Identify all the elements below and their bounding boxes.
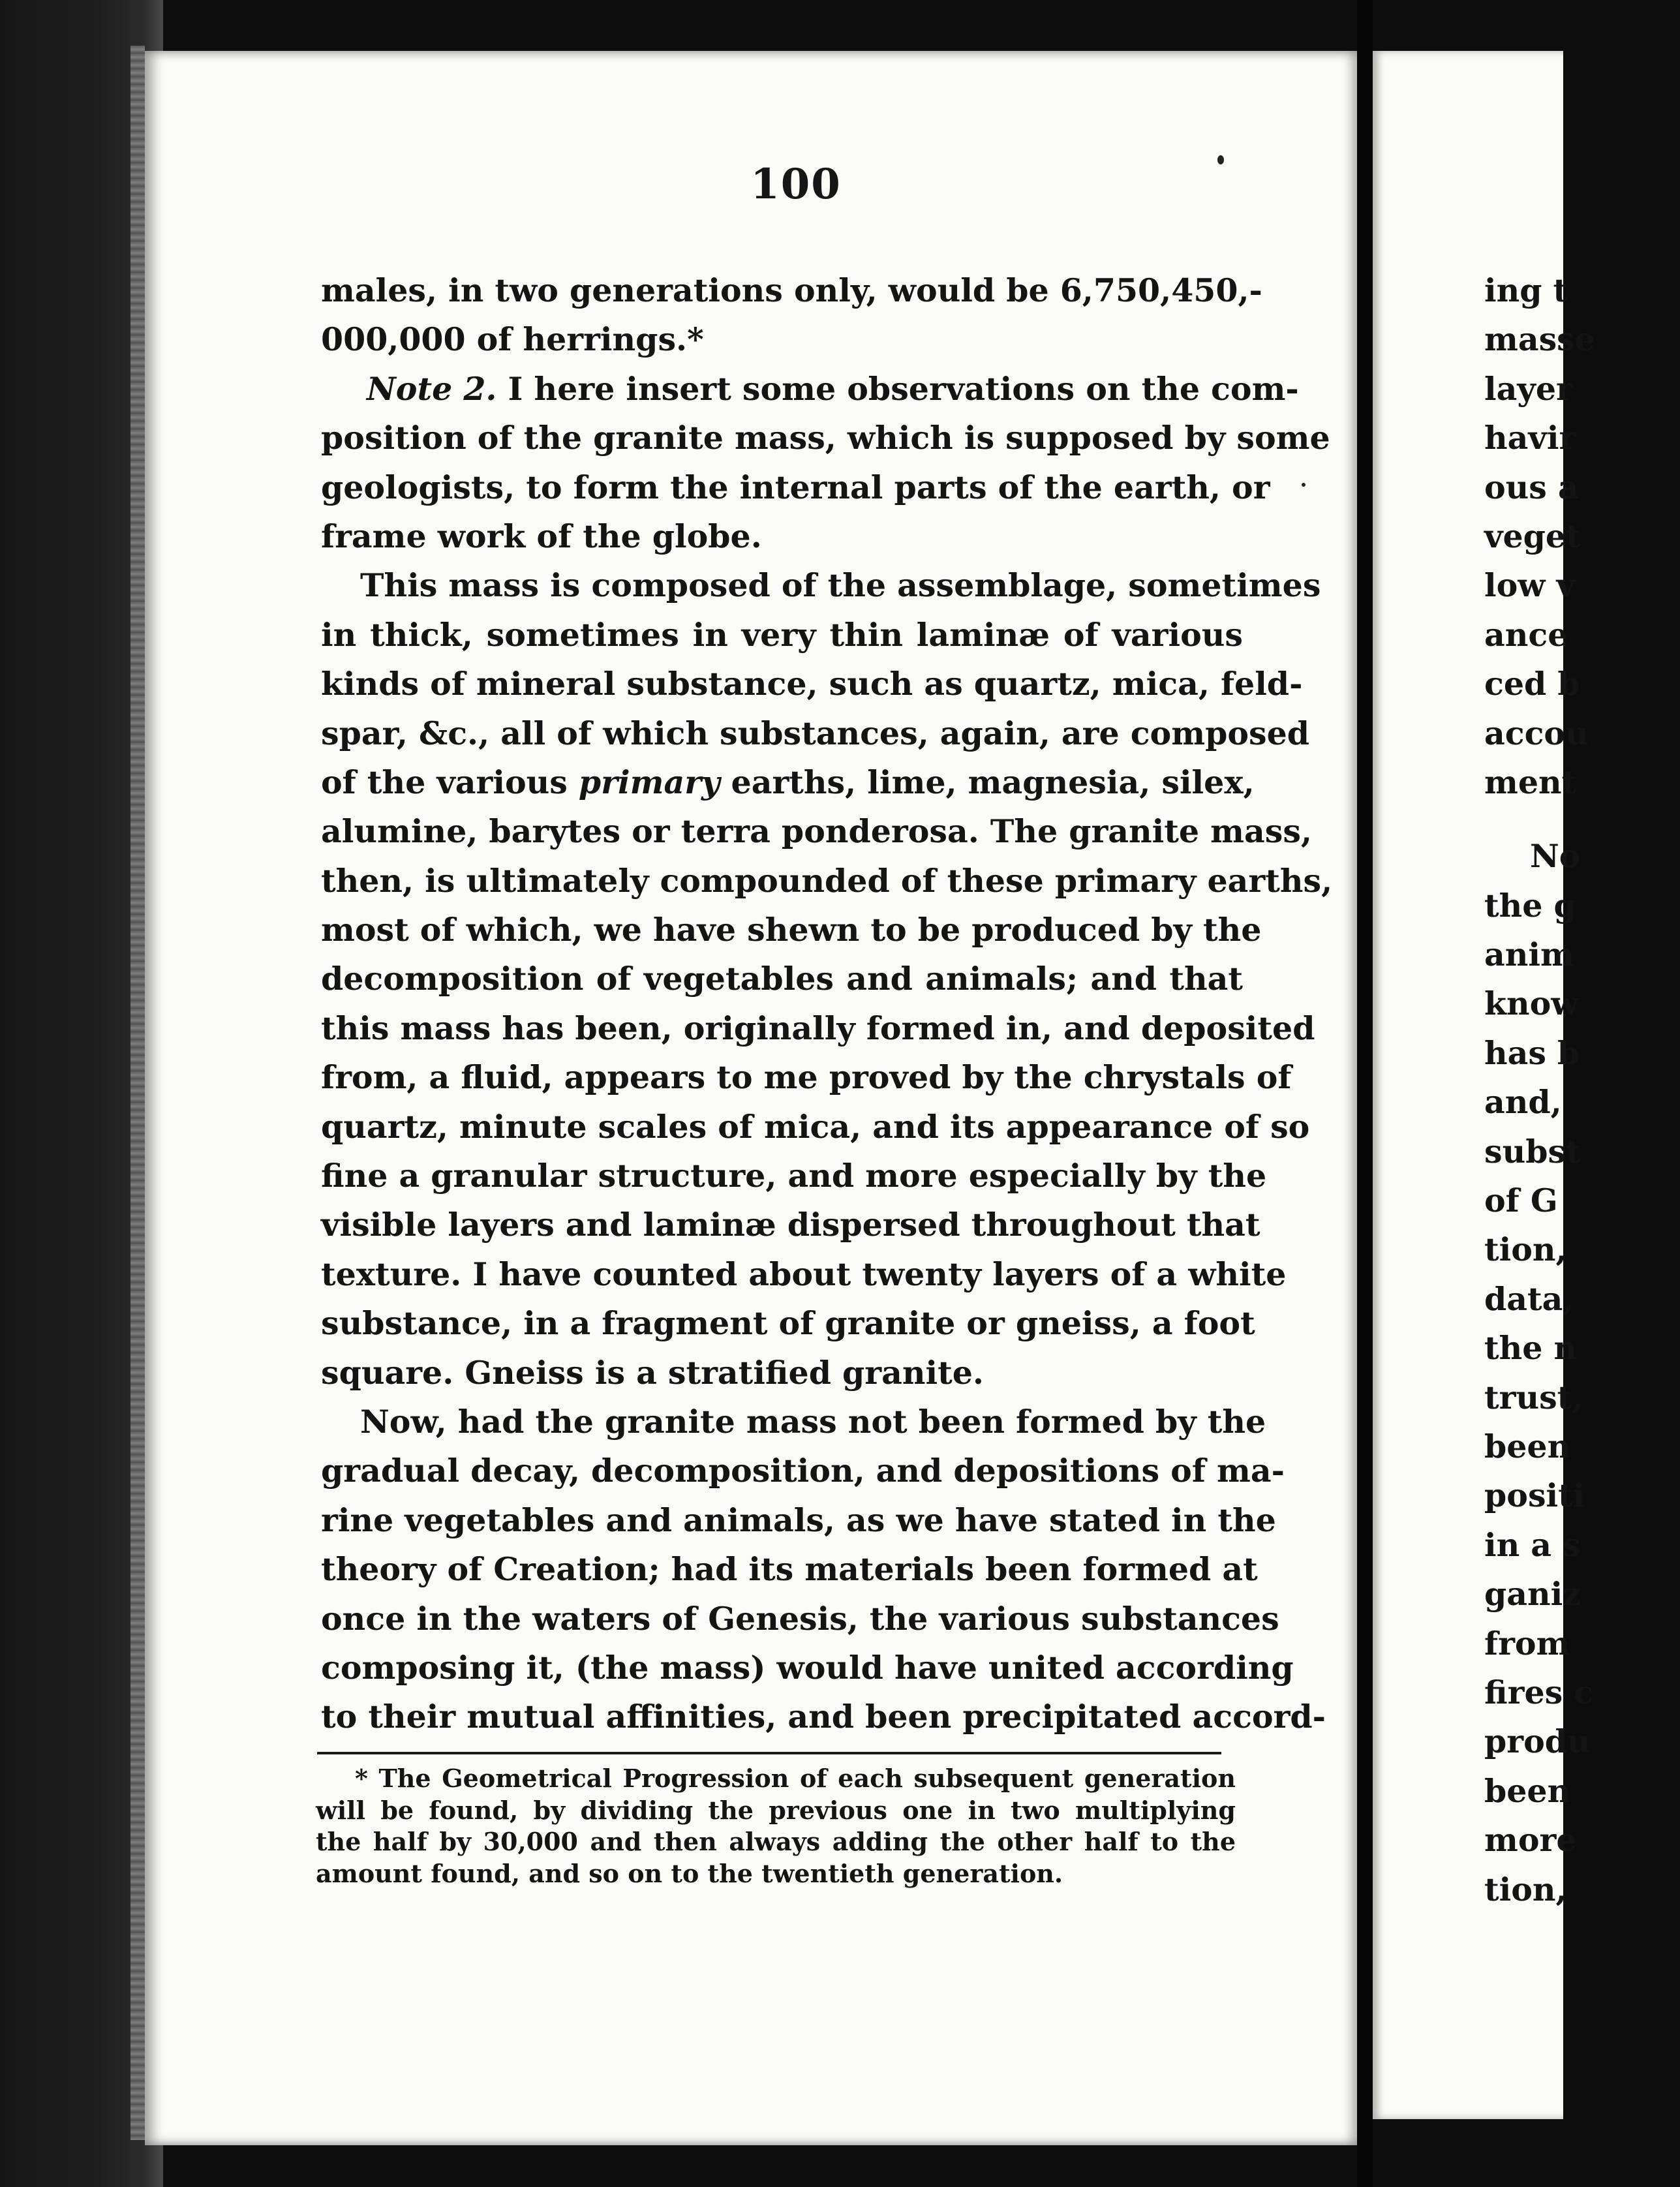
right-text-line: and,	[1484, 1083, 1562, 1122]
right-text-line: produ	[1484, 1722, 1591, 1761]
right-text-line: been	[1484, 1427, 1571, 1465]
right-page-text	[1484, 266, 1680, 1914]
right-text-line: has b	[1484, 1033, 1580, 1072]
right-text-line: of G	[1484, 1182, 1558, 1220]
text-line: fine a granular structure, and more especially by the	[321, 1157, 1267, 1195]
right-text-line: trust,	[1484, 1378, 1583, 1416]
right-text-line: data,	[1484, 1279, 1574, 1318]
text-line: square. Gneiss is a stratified granite.	[321, 1353, 984, 1392]
text-line: position of the granite mass, which is supposed by some	[321, 419, 1330, 457]
footnote-line: the half by 30,000 and then always adding the other half to the	[316, 1827, 1236, 1856]
text-line: substance, in a fragment of granite or gneiss, a foot	[321, 1304, 1255, 1343]
text-line: most of which, we have shewn to be produced by the	[321, 911, 1262, 949]
text-line: This mass is composed of the assemblage, sometimes	[360, 566, 1321, 605]
text-line: gradual decay, decomposition, and depositions of ma-	[321, 1452, 1285, 1490]
primary-before: of the various	[321, 763, 579, 801]
text-line-note2	[321, 365, 1299, 414]
text-line: quartz, minute scales of mica, and its appearance of so	[321, 1107, 1310, 1146]
text-line: spar, &c., all of which substances, again, are composed	[321, 714, 1310, 752]
right-text-line: masse	[1484, 320, 1595, 359]
right-text-line: fires c	[1484, 1673, 1594, 1711]
text-line: theory of Creation; had its materials been formed at	[321, 1550, 1258, 1589]
right-text-line: ance	[1484, 615, 1568, 654]
right-text-line: know	[1484, 985, 1579, 1023]
text-line: in thick, sometimes in very thin laminæ of various	[321, 615, 1243, 654]
text-line: then, is ultimately compounded of these primary earths,	[321, 861, 1333, 900]
text-line: from, a fluid, appears to me proved by the chrystals of	[321, 1058, 1292, 1097]
right-text-line: tion,	[1484, 1870, 1567, 1908]
note2-label: Note 2.	[367, 369, 497, 408]
right-text-line: havir	[1484, 419, 1576, 457]
right-text-line: ced b	[1484, 665, 1580, 703]
right-text-line: tion,	[1484, 1231, 1567, 1269]
right-text-line: ous a	[1484, 468, 1579, 506]
right-text-line: from	[1484, 1624, 1570, 1662]
right-text-line: the g	[1484, 886, 1576, 925]
right-text-line: ment	[1484, 763, 1577, 801]
footnote-line: amount found, and so on to the twentieth generation.	[316, 1858, 1063, 1888]
right-text-line: accou	[1484, 714, 1589, 752]
right-para-gap	[1484, 807, 1680, 832]
text-line: geologists, to form the internal parts of the earth, or	[321, 468, 1270, 506]
ink-speck	[1217, 155, 1224, 164]
footnote-line: * The Geometrical Progression of each subsequent generation	[355, 1764, 1236, 1793]
text-line: once in the waters of Genesis, the various substances	[321, 1599, 1279, 1638]
page-number: 100	[750, 160, 842, 209]
text-line: to their mutual affinities, and been precipitated accord-	[321, 1698, 1326, 1736]
footnote	[316, 1763, 1236, 1889]
note2-text: I here insert some observations on the com-	[496, 369, 1299, 408]
right-text-line: anim	[1484, 936, 1574, 974]
text-line-primary	[321, 758, 1255, 807]
book-binding	[130, 46, 145, 2140]
text-line: texture. I have counted about twenty layers of a white	[321, 1255, 1287, 1293]
right-text-line: ing t	[1484, 271, 1568, 309]
text-line: this mass has been, originally formed in, and deposited	[321, 1009, 1315, 1047]
right-text-line: in a s	[1484, 1525, 1581, 1564]
footnote-line: will be found, by dividing the previous one in two multiplying	[316, 1795, 1236, 1825]
right-text-line: layer	[1484, 369, 1573, 408]
page-gutter-gap	[1357, 0, 1373, 2187]
right-text-line: ganiz	[1484, 1575, 1581, 1613]
text-line: 000,000 of herrings.*	[321, 320, 704, 359]
right-text-line: been	[1484, 1771, 1571, 1810]
footnote-rule	[317, 1752, 1221, 1754]
text-line: frame work of the globe.	[321, 517, 762, 555]
primary-word: primary	[578, 763, 720, 801]
ink-speck	[1302, 483, 1306, 487]
text-line: composing it, (the mass) would have united according	[321, 1648, 1294, 1687]
right-text-line: the n	[1484, 1329, 1578, 1368]
text-line: rine vegetables and animals, as we have stated in the	[321, 1501, 1276, 1539]
right-text-line: low v	[1484, 566, 1576, 605]
text-line: males, in two generations only, would be 6,750,450,-	[321, 271, 1262, 309]
text-line: decomposition of vegetables and animals; and that	[321, 960, 1243, 998]
text-line: visible layers and laminæ dispersed throughout that	[321, 1206, 1260, 1244]
primary-after: earths, lime, magnesia, silex,	[720, 763, 1255, 801]
right-text-line: No	[1530, 837, 1581, 876]
main-text	[321, 266, 1333, 1742]
text-line: kinds of mineral substance, such as quartz, mica, feld-	[321, 665, 1303, 703]
right-text-line: subst	[1484, 1132, 1581, 1170]
text-line: Now, had the granite mass not been formed by the	[360, 1402, 1266, 1441]
right-text-line: more	[1484, 1821, 1577, 1859]
right-text-line: veget	[1484, 517, 1581, 555]
right-text-line: positi	[1484, 1476, 1585, 1515]
text-line: alumine, barytes or terra ponderosa. The granite mass,	[321, 812, 1312, 851]
